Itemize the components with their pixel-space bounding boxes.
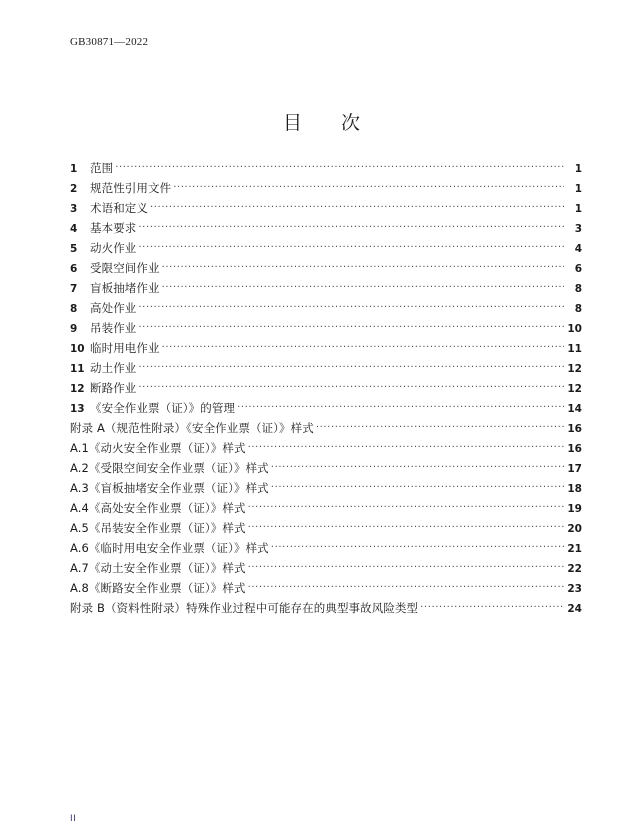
toc-entry[interactable] bbox=[70, 278, 582, 298]
toc-entry-page-number: 1 bbox=[574, 203, 582, 215]
toc-entry-page-number: 1 bbox=[574, 183, 582, 195]
toc-entry-number: 9 bbox=[70, 323, 78, 335]
toc-entry-number: 11 bbox=[70, 363, 85, 375]
toc-entry[interactable] bbox=[70, 378, 582, 398]
toc-entry-number: 4 bbox=[70, 223, 78, 235]
toc-entry-label: 规范性引用文件 bbox=[90, 181, 172, 195]
toc-entry-number: 7 bbox=[70, 283, 78, 295]
toc-entry-page-number: 6 bbox=[574, 263, 582, 275]
toc-entry-page-number: 16 bbox=[567, 443, 582, 455]
toc-entry-label: 临时用电作业 bbox=[90, 341, 160, 355]
toc-dot-leader bbox=[271, 480, 564, 492]
toc-entry-number: 8 bbox=[70, 303, 78, 315]
toc-dot-leader bbox=[248, 440, 564, 452]
toc-entry[interactable] bbox=[70, 418, 582, 438]
toc-entry-label: 基本要求 bbox=[90, 221, 137, 235]
toc-entry-label: 受限空间作业 bbox=[90, 261, 160, 275]
toc-entry-page-number: 22 bbox=[567, 563, 582, 575]
toc-entry[interactable] bbox=[70, 158, 582, 178]
toc-entry-page-number: 12 bbox=[567, 363, 582, 375]
toc-dot-leader bbox=[138, 360, 564, 372]
toc-entry-page-number: 21 bbox=[567, 543, 582, 555]
toc-entry[interactable] bbox=[70, 538, 582, 558]
toc-entry-number: 3 bbox=[70, 203, 78, 215]
toc-entry[interactable] bbox=[70, 398, 582, 418]
toc-entry-label: A.3《盲板抽堵安全作业票（证）》样式 bbox=[70, 481, 269, 495]
toc-entry-label: A.8《断路安全作业票（证）》样式 bbox=[70, 581, 246, 595]
toc-entry[interactable] bbox=[70, 318, 582, 338]
toc-dot-leader bbox=[173, 180, 564, 192]
toc-dot-leader bbox=[237, 400, 564, 412]
toc-entry-label: 术语和定义 bbox=[90, 201, 148, 215]
toc-entry[interactable] bbox=[70, 218, 582, 238]
toc-entry-number: 5 bbox=[70, 243, 78, 255]
toc-entry-number: 1 bbox=[70, 163, 78, 175]
toc-entry-page-number: 4 bbox=[574, 243, 582, 255]
toc-entry-page-number: 19 bbox=[567, 503, 582, 515]
toc-entry-label: 动土作业 bbox=[90, 361, 137, 375]
toc-entry-page-number: 10 bbox=[567, 323, 582, 335]
toc-entry[interactable] bbox=[70, 258, 582, 278]
toc-entry[interactable] bbox=[70, 358, 582, 378]
toc-dot-leader bbox=[248, 520, 564, 532]
toc-dot-leader bbox=[138, 300, 564, 312]
toc-entry-page-number: 17 bbox=[567, 463, 582, 475]
toc-dot-leader bbox=[115, 160, 564, 172]
page-title: 目 次 bbox=[282, 112, 370, 134]
toc-entry[interactable] bbox=[70, 198, 582, 218]
toc-entry[interactable] bbox=[70, 498, 582, 518]
toc-entry-number: 2 bbox=[70, 183, 78, 195]
toc-entry[interactable] bbox=[70, 478, 582, 498]
toc-entry-label: 附录 A（规范性附录）《安全作业票（证）》样式 bbox=[70, 421, 314, 435]
toc-entry-label: 高处作业 bbox=[90, 301, 137, 315]
toc-entry-label: 盲板抽堵作业 bbox=[90, 281, 160, 295]
toc-dot-leader bbox=[162, 280, 564, 292]
toc-entry-label: 附录 B（资料性附录）特殊作业过程中可能存在的典型事故风险类型 bbox=[70, 601, 419, 615]
toc-dot-leader bbox=[248, 500, 564, 512]
toc-dot-leader bbox=[150, 200, 564, 212]
toc-entry-page-number: 1 bbox=[574, 163, 582, 175]
toc-entry[interactable] bbox=[70, 238, 582, 258]
toc-entry-label: A.5《吊装安全作业票（证）》样式 bbox=[70, 521, 246, 535]
toc-entry[interactable] bbox=[70, 598, 582, 618]
running-header-standard-number: GB30871—2022 bbox=[70, 36, 149, 48]
toc-entry-label: A.1《动火安全作业票（证）》样式 bbox=[70, 441, 246, 455]
toc-entry-page-number: 16 bbox=[567, 423, 582, 435]
toc-entry-number: 6 bbox=[70, 263, 78, 275]
toc-entry-page-number: 14 bbox=[567, 403, 582, 415]
toc-dot-leader bbox=[138, 380, 564, 392]
toc-entry[interactable] bbox=[70, 438, 582, 458]
toc-entry-label: A.7《动土安全作业票（证）》样式 bbox=[70, 561, 246, 575]
toc-entry[interactable] bbox=[70, 338, 582, 358]
toc-entry[interactable] bbox=[70, 298, 582, 318]
toc-dot-leader bbox=[138, 320, 564, 332]
toc-dot-leader bbox=[271, 460, 564, 472]
toc-dot-leader bbox=[162, 260, 564, 272]
toc-dot-leader bbox=[138, 240, 564, 252]
toc-entry[interactable] bbox=[70, 578, 582, 598]
toc-dot-leader bbox=[271, 540, 564, 552]
toc-dot-leader bbox=[162, 340, 564, 352]
toc-entry-number: 12 bbox=[70, 383, 85, 395]
toc-entry[interactable] bbox=[70, 518, 582, 538]
toc-entry-label: A.4《高处安全作业票（证）》样式 bbox=[70, 501, 246, 515]
toc-entry-page-number: 20 bbox=[567, 523, 582, 535]
toc-entry-label: A.2《受限空间安全作业票（证）》样式 bbox=[70, 461, 269, 475]
toc-entry-label: 《安全作业票（证）》的管理 bbox=[90, 401, 236, 415]
toc-entry-number: 13 bbox=[70, 403, 85, 415]
toc-entry-page-number: 18 bbox=[567, 483, 582, 495]
footer-page-number: II bbox=[70, 814, 77, 824]
toc-entry-page-number: 12 bbox=[567, 383, 582, 395]
toc-entry-label: 吊装作业 bbox=[90, 321, 137, 335]
toc-entry[interactable] bbox=[70, 558, 582, 578]
toc-entry-label: 范围 bbox=[90, 161, 114, 175]
toc-entry[interactable] bbox=[70, 178, 582, 198]
toc-entry-label: 动火作业 bbox=[90, 241, 137, 255]
toc-entry-page-number: 3 bbox=[574, 223, 582, 235]
toc-entry-page-number: 24 bbox=[567, 603, 582, 615]
toc-entry-page-number: 23 bbox=[567, 583, 582, 595]
toc-dot-leader bbox=[248, 580, 564, 592]
toc-entry-label: A.6《临时用电安全作业票（证）》样式 bbox=[70, 541, 269, 555]
toc-entry-page-number: 8 bbox=[574, 303, 582, 315]
toc-entry[interactable] bbox=[70, 458, 582, 478]
toc-dot-leader bbox=[248, 560, 564, 572]
toc-entry-label: 断路作业 bbox=[90, 381, 137, 395]
toc-entry-page-number: 11 bbox=[567, 343, 582, 355]
toc-entry-page-number: 8 bbox=[574, 283, 582, 295]
toc-dot-leader bbox=[316, 420, 564, 432]
toc-dot-leader bbox=[138, 220, 564, 232]
table-of-contents bbox=[70, 158, 582, 618]
toc-dot-leader bbox=[420, 600, 564, 612]
toc-entry-number: 10 bbox=[70, 343, 85, 355]
